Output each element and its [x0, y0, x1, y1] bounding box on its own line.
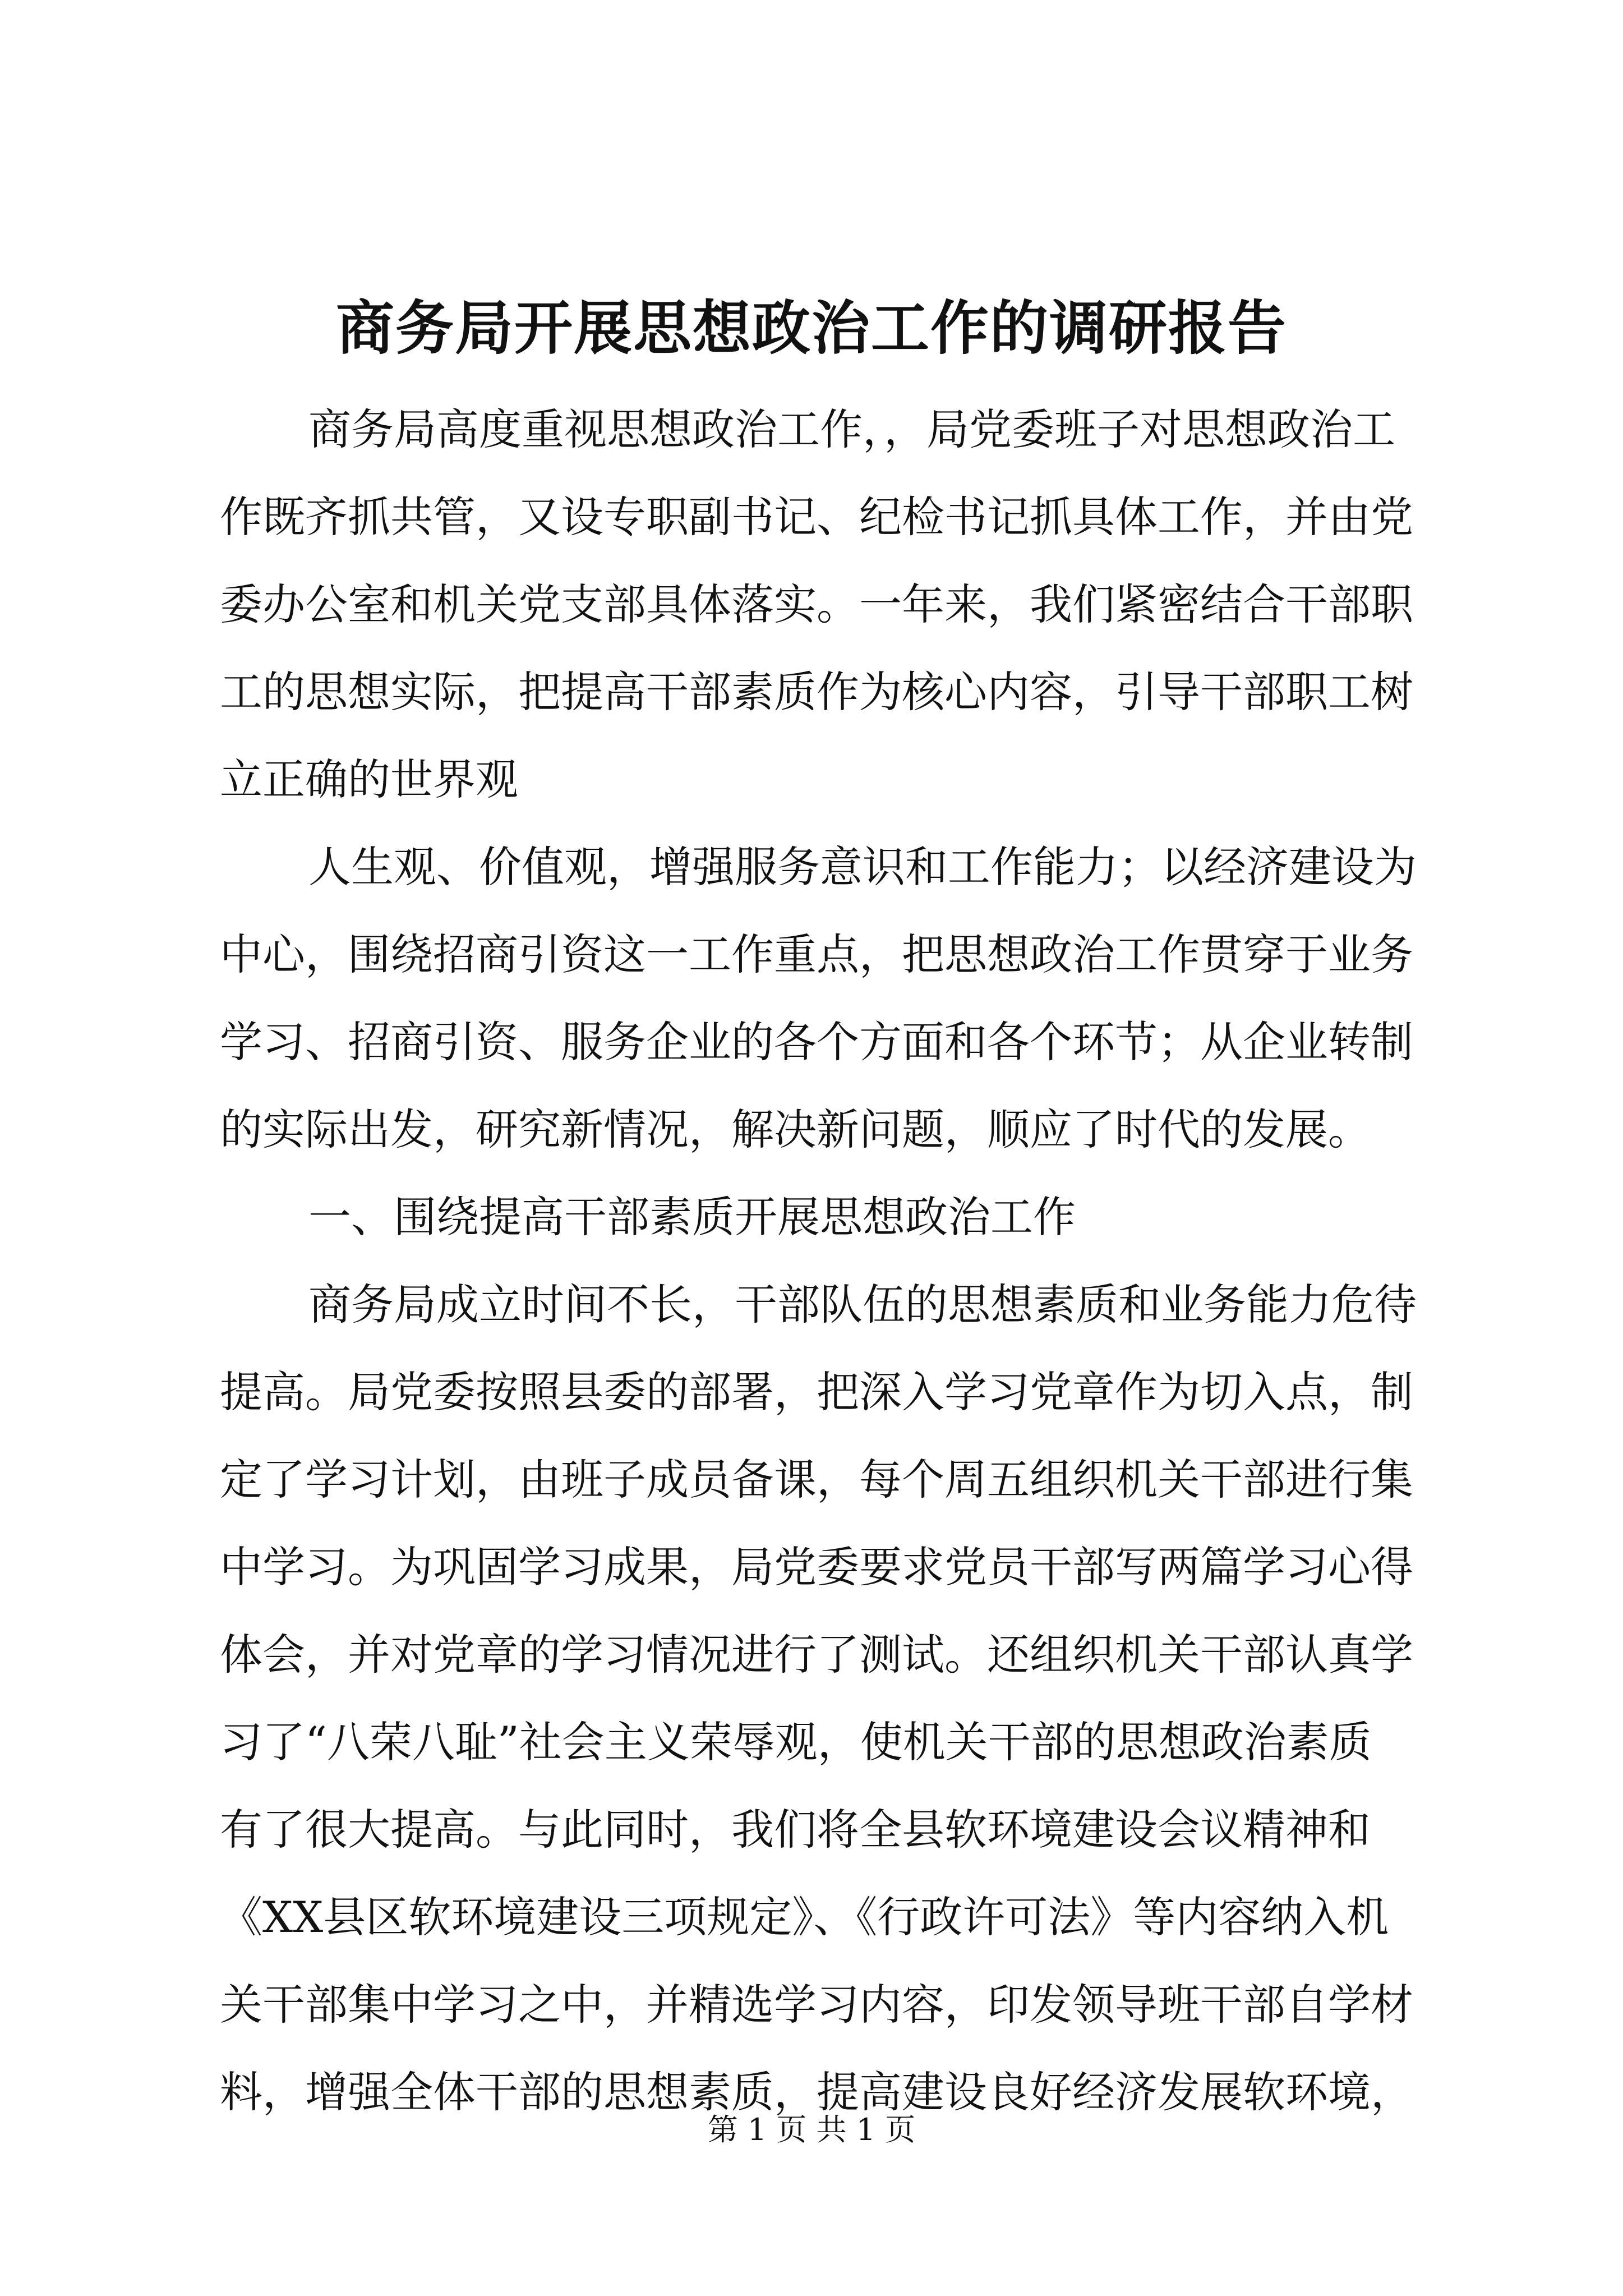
text-line: 商务局成立时间不长，干部队伍的思想素质和业务能力危待 — [308, 1280, 1417, 1329]
document-title: 商务局开展思想政治工作的调研报告 — [335, 293, 1287, 362]
text-line: 定了学习计划，由班子成员备课，每个周五组织机关干部进行集 — [220, 1455, 1413, 1504]
text-line: 一、围绕提高干部素质开展思想政治工作 — [308, 1192, 1076, 1242]
page-footer: 第 1 页 共 1 页 — [707, 2112, 916, 2147]
text-line: 人生观、价值观，增强服务意识和工作能力；以经济建设为 — [308, 842, 1417, 892]
text-line: 料，增强全体干部的思想素质，提高建设良好经济发展软环境， — [220, 2067, 1413, 2117]
text-line: 《XX县区软环境建设三项规定》、《行政许可法》等内容纳入机 — [220, 1892, 1389, 1942]
text-line: 商务局高度重视思想政治工作，，局党委班子对思想政治工 — [308, 404, 1395, 454]
text-line: 有了很大提高。与此同时，我们将全县软环境建设会议精神和 — [220, 1805, 1371, 1855]
text-line: 学习、招商引资、服务企业的各个方面和各个环节；从企业转制 — [220, 1017, 1413, 1067]
text-line: 中心，围绕招商引资这一工作重点，把思想政治工作贯穿于业务 — [220, 930, 1413, 979]
document-body — [220, 386, 1420, 2136]
text-line: 关干部集中学习之中，并精选学习内容，印发领导班干部自学材 — [220, 1980, 1413, 2030]
text-line: 体会，并对党章的学习情况进行了测试。还组织机关干部认真学 — [220, 1630, 1413, 1680]
text-line: 中学习。为巩固学习成果，局党委要求党员干部写两篇学习心得 — [220, 1542, 1413, 1592]
text-line: 的实际出发，研究新情况，解决新问题，顺应了时代的发展。 — [220, 1105, 1371, 1154]
text-line: 立正确的世界观 — [220, 754, 518, 804]
text-line: 提高。局党委按照县委的部署，把深入学习党章作为切入点，制 — [220, 1367, 1413, 1417]
text-line: 习了“八荣八耻”社会主义荣辱观，使机关干部的思想政治素质 — [220, 1717, 1372, 1767]
text-line: 委办公室和机关党支部具体落实。一年来，我们紧密结合干部职 — [220, 579, 1413, 629]
text-line: 作既齐抓共管，又设专职副书记、纪检书记抓具体工作，并由党 — [220, 492, 1413, 542]
text-line: 工的思想实际，把提高干部素质作为核心内容，引导干部职工树 — [220, 667, 1413, 717]
